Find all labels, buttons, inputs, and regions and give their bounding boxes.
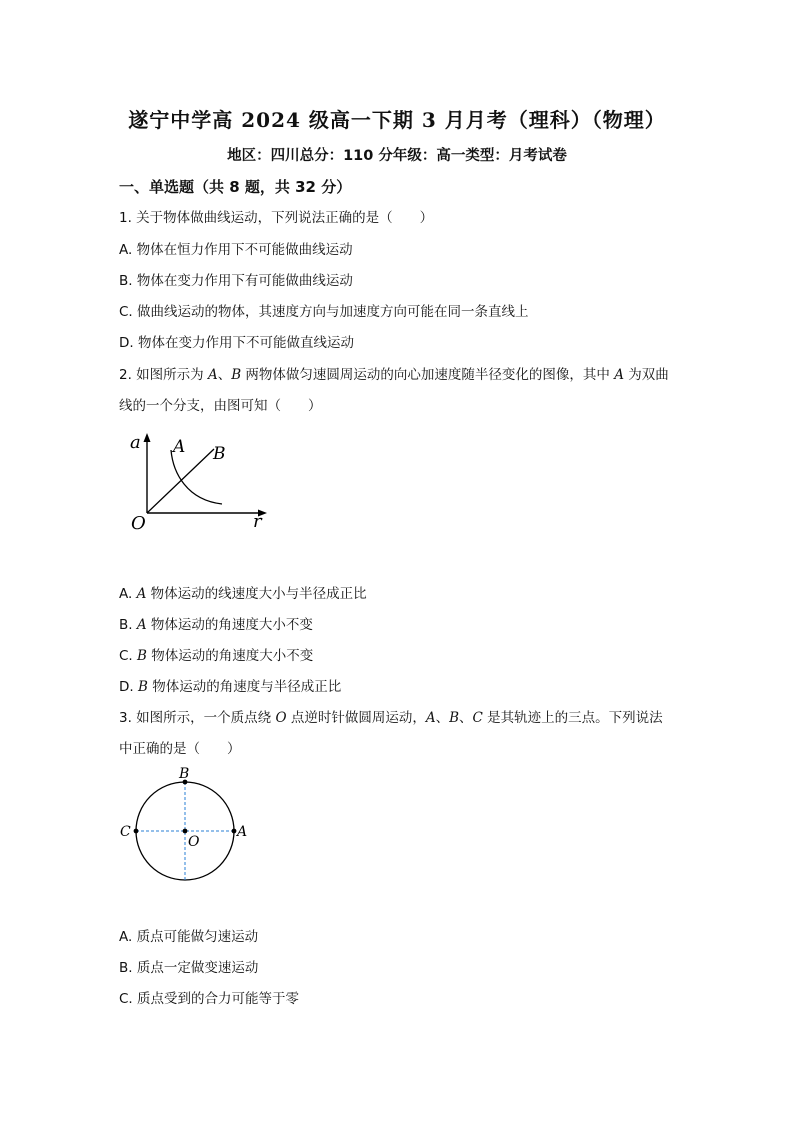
q2-option-a: A. A 物体运动的线速度大小与半径成正比: [119, 586, 367, 602]
q3-label-o: O: [188, 834, 200, 850]
q3-option-c: C. 质点受到的合力可能等于零: [119, 991, 300, 1007]
q1-option-d: D. 物体在变力作用下不可能做直线运动: [119, 335, 354, 351]
q1-option-c: C. 做曲线运动的物体，其速度方向与加速度方向可能在同一条直线上: [119, 304, 529, 320]
q3-stem-line2: 中正确的是（ ）: [119, 741, 241, 757]
q2-label-a-axis: a: [130, 432, 141, 453]
q2-option-b: B. A 物体运动的角速度大小不变: [119, 617, 313, 633]
q3-label-a: A: [237, 824, 248, 840]
q3-point-c: [134, 829, 139, 834]
q2-a-axis-arrow: [144, 433, 151, 442]
q3-point-a: [232, 829, 237, 834]
q2-label-line-b: B: [213, 444, 226, 464]
q3-label-c: C: [120, 824, 131, 840]
q2-stem-line1: 2. 如图所示为 A、B 两物体做匀速圆周运动的向心加速度随半径变化的图像，其中 A 为双曲: [119, 367, 669, 383]
q2-label-r-axis: r: [253, 511, 262, 532]
q2-line-b: [147, 449, 214, 513]
q3-label-b: B: [179, 766, 190, 782]
q2-stem-line2: 线的一个分支，由图可知（ ）: [119, 398, 322, 414]
page-title: 遂宁中学高 2024 级高一下期 3 月月考（理科）（物理）: [128, 108, 666, 132]
q3-point-o: [183, 829, 188, 834]
q2-label-origin: O: [131, 513, 146, 534]
q3-stem-line1: 3. 如图所示，一个质点绕 O 点逆时针做圆周运动，A、B、C 是其轨迹上的三点。下列说法: [119, 710, 663, 726]
q2-graph: [125, 428, 275, 536]
section-heading: 一、单选题（共 8 题，共 32 分）: [119, 178, 352, 196]
q1-stem: 1. 关于物体做曲线运动，下列说法正确的是（ ）: [119, 210, 434, 226]
exam-meta: 地区：四川总分：110 分年级：高一类型：月考试卷: [227, 148, 567, 164]
q1-option-a: A. 物体在恒力作用下不可能做曲线运动: [119, 242, 353, 258]
q2-label-curve-a: A: [173, 437, 186, 457]
q1-option-b: B. 物体在变力作用下有可能做曲线运动: [119, 273, 353, 289]
q2-option-d: D. B 物体运动的角速度与半径成正比: [119, 679, 342, 695]
q2-option-c: C. B 物体运动的角速度大小不变: [119, 648, 314, 664]
q3-circle-figure: [118, 764, 254, 888]
q3-option-b: B. 质点一定做变速运动: [119, 960, 259, 976]
q3-option-a: A. 质点可能做匀速运动: [119, 929, 259, 945]
